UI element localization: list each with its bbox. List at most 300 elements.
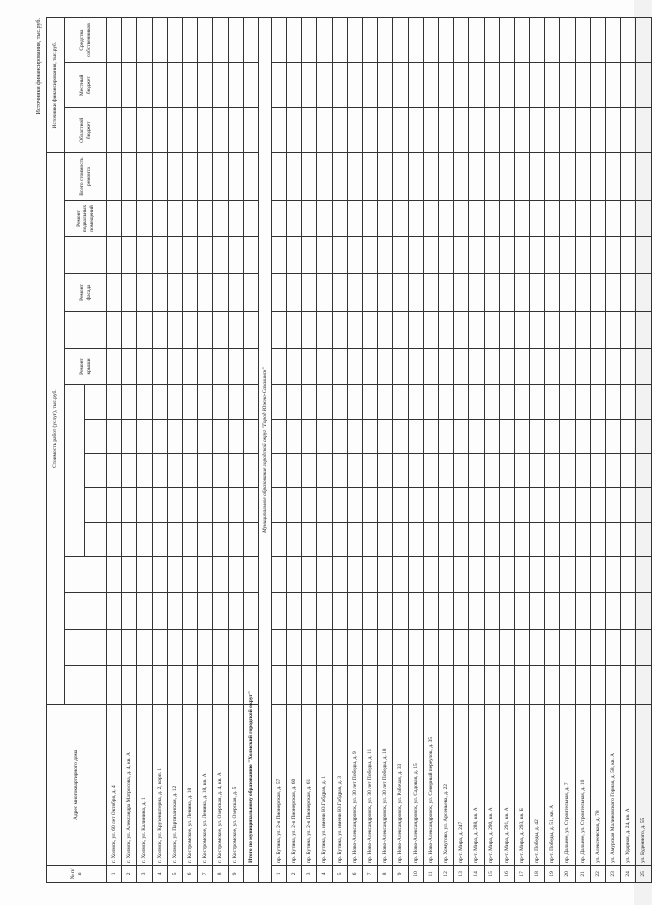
table-cell xyxy=(621,488,636,522)
table-cell xyxy=(606,63,621,108)
row-address: пр. Бутина, ул. 2-я Пионерская, д. 57 xyxy=(271,704,286,865)
table-cell xyxy=(137,556,152,592)
col-c5 xyxy=(65,593,107,629)
table-cell xyxy=(363,385,378,419)
row-address: пр. Бутина, ул. 2-я Пионерская, д. 60 xyxy=(287,704,302,865)
col-e3 xyxy=(85,453,107,487)
table-cell xyxy=(408,108,423,153)
table-cell xyxy=(137,593,152,629)
table-cell xyxy=(182,629,197,665)
table-cell xyxy=(317,237,332,273)
table-cell xyxy=(590,237,605,273)
table-cell xyxy=(484,108,499,153)
table-cell xyxy=(363,453,378,487)
table-cell xyxy=(469,153,484,200)
table-cell xyxy=(454,200,469,236)
table-cell xyxy=(228,593,243,629)
table-cell xyxy=(393,556,408,592)
table-cell xyxy=(621,153,636,200)
row-number: 9 xyxy=(228,865,243,882)
table-cell xyxy=(363,237,378,273)
table-cell xyxy=(122,18,137,63)
table-row xyxy=(152,18,167,883)
table-cell xyxy=(167,63,182,108)
table-cell xyxy=(636,273,651,312)
table-cell xyxy=(228,522,243,556)
table-cell xyxy=(317,200,332,236)
table-cell xyxy=(152,522,167,556)
row-number: 7 xyxy=(363,865,378,882)
table-cell xyxy=(317,419,332,453)
table-cell xyxy=(621,629,636,665)
table-cell xyxy=(182,348,197,384)
row-number: 5 xyxy=(332,865,347,882)
table-cell xyxy=(198,348,213,384)
table-cell xyxy=(213,488,228,522)
table-cell xyxy=(137,488,152,522)
row-number: 16 xyxy=(499,865,514,882)
row-address: пр. Ново-Александровск, ул. Северный переулок, д. 35 xyxy=(423,704,438,865)
table-cell xyxy=(484,522,499,556)
table-cell xyxy=(228,629,243,665)
table-cell xyxy=(213,419,228,453)
table-row xyxy=(167,18,182,883)
table-cell xyxy=(423,522,438,556)
table-cell xyxy=(152,237,167,273)
table-row xyxy=(621,18,636,883)
table-cell xyxy=(213,200,228,236)
table-cell xyxy=(137,273,152,312)
table-cell xyxy=(575,312,590,348)
table-cell xyxy=(590,666,605,705)
table-cell xyxy=(621,556,636,592)
table-cell xyxy=(621,18,636,63)
row-address: пр. Ново-Александровск, ул. Рабочая, д. 33 xyxy=(393,704,408,865)
table-cell xyxy=(167,453,182,487)
table-cell xyxy=(514,453,529,487)
row-address: г. Костромское, ул. Ленина, д. 18, кв. А xyxy=(198,704,213,865)
table-cell xyxy=(469,593,484,629)
table-cell xyxy=(243,153,258,200)
table-cell xyxy=(271,593,286,629)
table-cell xyxy=(271,385,286,419)
col-c6 xyxy=(65,556,107,592)
table-cell xyxy=(363,18,378,63)
table-cell xyxy=(167,312,182,348)
table-cell xyxy=(590,522,605,556)
table-cell xyxy=(636,488,651,522)
table-cell xyxy=(182,593,197,629)
table-cell xyxy=(408,153,423,200)
col-engineering-group xyxy=(65,385,85,557)
row-number: 3 xyxy=(302,865,317,882)
table-cell xyxy=(469,200,484,236)
table-cell xyxy=(152,629,167,665)
table-cell xyxy=(107,488,122,522)
table-cell xyxy=(137,18,152,63)
table-cell xyxy=(167,666,182,705)
table-cell xyxy=(545,556,560,592)
row-number: 7 xyxy=(198,865,213,882)
table-cell xyxy=(332,18,347,63)
table-cell xyxy=(560,419,575,453)
table-cell xyxy=(484,18,499,63)
table-cell xyxy=(636,312,651,348)
table-cell xyxy=(423,593,438,629)
table-cell xyxy=(575,63,590,108)
table-cell xyxy=(198,629,213,665)
table-cell xyxy=(302,593,317,629)
table-row xyxy=(287,18,302,883)
table-cell xyxy=(317,666,332,705)
table-cell xyxy=(167,556,182,592)
row-number: 5 xyxy=(167,865,182,882)
table-cell xyxy=(408,63,423,108)
table-cell xyxy=(317,556,332,592)
table-cell xyxy=(198,522,213,556)
table-cell xyxy=(438,488,453,522)
table-cell xyxy=(575,385,590,419)
table-cell xyxy=(438,200,453,236)
row-number: 21 xyxy=(575,865,590,882)
table-cell xyxy=(228,153,243,200)
table-cell xyxy=(302,348,317,384)
table-cell xyxy=(514,200,529,236)
table-cell xyxy=(606,419,621,453)
table-cell xyxy=(606,593,621,629)
table-cell xyxy=(636,108,651,153)
table-cell xyxy=(152,273,167,312)
table-cell xyxy=(167,237,182,273)
table-row xyxy=(454,18,469,883)
table-cell xyxy=(228,273,243,312)
table-cell xyxy=(271,108,286,153)
table-cell xyxy=(122,666,137,705)
row-address: Итого по муниципальному образованию "Холмский городской округ" xyxy=(243,704,258,865)
table-cell xyxy=(287,273,302,312)
table-cell xyxy=(484,348,499,384)
table-cell xyxy=(122,556,137,592)
col-facade: Ремонт фасада xyxy=(65,273,107,312)
table-cell xyxy=(621,200,636,236)
table-cell xyxy=(499,666,514,705)
table-cell xyxy=(575,18,590,63)
table-cell xyxy=(393,108,408,153)
table-cell xyxy=(302,108,317,153)
table-cell xyxy=(243,453,258,487)
table-cell xyxy=(393,348,408,384)
table-cell xyxy=(378,200,393,236)
table-cell xyxy=(243,488,258,522)
table-cell xyxy=(590,385,605,419)
table-cell xyxy=(137,629,152,665)
table-cell xyxy=(575,629,590,665)
table-cell xyxy=(122,200,137,236)
table-cell xyxy=(454,593,469,629)
table-cell xyxy=(317,629,332,665)
table-cell xyxy=(152,453,167,487)
table-cell xyxy=(152,593,167,629)
table-cell xyxy=(107,419,122,453)
table-cell xyxy=(378,237,393,273)
table-cell xyxy=(122,419,137,453)
table-cell xyxy=(363,488,378,522)
table-cell xyxy=(575,666,590,705)
table-cell xyxy=(152,348,167,384)
table-cell xyxy=(137,312,152,348)
table-cell xyxy=(484,629,499,665)
table-cell xyxy=(621,63,636,108)
table-cell xyxy=(347,666,362,705)
table-cell xyxy=(332,453,347,487)
table-cell xyxy=(423,556,438,592)
table-cell xyxy=(575,556,590,592)
table-cell xyxy=(137,522,152,556)
table-cell xyxy=(107,153,122,200)
table-row xyxy=(636,18,651,883)
table-cell xyxy=(302,200,317,236)
table-cell xyxy=(243,419,258,453)
table-cell xyxy=(363,522,378,556)
table-row xyxy=(408,18,423,883)
table-cell xyxy=(514,237,529,273)
row-address: г. Холмск, ул. Калинина, д. 1 xyxy=(137,704,152,865)
col-c3 xyxy=(65,666,107,705)
table-cell xyxy=(107,237,122,273)
table-cell xyxy=(363,312,378,348)
table-cell xyxy=(287,522,302,556)
row-address: г. Холмск, ул. Партизанская, д. 12 xyxy=(167,704,182,865)
table-cell xyxy=(545,348,560,384)
table-cell xyxy=(243,522,258,556)
table-cell xyxy=(454,453,469,487)
table-cell xyxy=(107,200,122,236)
table-cell xyxy=(287,593,302,629)
table-cell xyxy=(332,666,347,705)
row-address: пр. Ново-Александровск, ул. 30 лет Победы, д. 18 xyxy=(378,704,393,865)
row-number: 19 xyxy=(545,865,560,882)
table-cell xyxy=(347,593,362,629)
table-cell xyxy=(137,237,152,273)
table-cell xyxy=(484,63,499,108)
table-cell xyxy=(378,312,393,348)
row-number: 8 xyxy=(213,865,228,882)
table-cell xyxy=(545,488,560,522)
table-cell xyxy=(213,522,228,556)
table-cell xyxy=(484,556,499,592)
table-cell xyxy=(469,63,484,108)
table-cell xyxy=(347,273,362,312)
table-cell xyxy=(198,237,213,273)
table-cell xyxy=(438,556,453,592)
table-cell xyxy=(499,348,514,384)
row-number: 2 xyxy=(122,865,137,882)
table-cell xyxy=(423,273,438,312)
table-row xyxy=(182,18,197,883)
table-cell xyxy=(213,348,228,384)
table-cell xyxy=(438,348,453,384)
table-cell xyxy=(545,419,560,453)
table-cell xyxy=(499,273,514,312)
table-row xyxy=(514,18,529,883)
funding-table xyxy=(46,17,652,883)
table-cell xyxy=(243,593,258,629)
col-num: № п/п xyxy=(47,865,107,882)
row-address: пр-т. Мира, д. 291, кв. А xyxy=(499,704,514,865)
table-cell xyxy=(530,593,545,629)
table-cell xyxy=(438,237,453,273)
table-cell xyxy=(484,273,499,312)
table-cell xyxy=(514,488,529,522)
table-cell xyxy=(499,629,514,665)
table-row xyxy=(347,18,362,883)
table-cell xyxy=(347,200,362,236)
row-number: 1 xyxy=(271,865,286,882)
table-row xyxy=(423,18,438,883)
table-row xyxy=(332,18,347,883)
row-number: 9 xyxy=(393,865,408,882)
table-cell xyxy=(137,108,152,153)
table-cell xyxy=(378,453,393,487)
table-cell xyxy=(560,237,575,273)
table-cell xyxy=(198,488,213,522)
table-cell xyxy=(347,312,362,348)
table-cell xyxy=(530,556,545,592)
table-cell xyxy=(469,419,484,453)
table-cell xyxy=(530,453,545,487)
table-cell xyxy=(606,237,621,273)
table-cell xyxy=(228,488,243,522)
table-cell xyxy=(590,593,605,629)
table-row xyxy=(606,18,621,883)
table-cell xyxy=(423,312,438,348)
table-cell xyxy=(213,108,228,153)
table-cell xyxy=(484,385,499,419)
table-cell xyxy=(363,419,378,453)
table-cell xyxy=(182,453,197,487)
table-cell xyxy=(317,312,332,348)
table-cell xyxy=(228,385,243,419)
table-cell xyxy=(408,419,423,453)
table-cell xyxy=(621,522,636,556)
table-cell xyxy=(347,153,362,200)
table-cell xyxy=(137,153,152,200)
table-cell xyxy=(530,153,545,200)
table-row xyxy=(213,18,228,883)
table-cell xyxy=(107,18,122,63)
table-cell xyxy=(228,237,243,273)
table-cell xyxy=(530,629,545,665)
table-cell xyxy=(530,63,545,108)
table-cell xyxy=(271,348,286,384)
table-body xyxy=(107,18,652,883)
table-cell xyxy=(393,63,408,108)
table-cell xyxy=(378,63,393,108)
table-cell xyxy=(530,348,545,384)
table-cell xyxy=(122,593,137,629)
table-cell xyxy=(302,237,317,273)
table-cell xyxy=(332,312,347,348)
table-cell xyxy=(408,556,423,592)
table-cell xyxy=(423,419,438,453)
table-cell xyxy=(287,348,302,384)
table-cell xyxy=(636,237,651,273)
table-cell xyxy=(454,385,469,419)
table-cell xyxy=(198,419,213,453)
row-number: 23 xyxy=(606,865,621,882)
table-cell xyxy=(167,348,182,384)
table-cell xyxy=(182,63,197,108)
table-cell xyxy=(621,312,636,348)
table-cell xyxy=(514,273,529,312)
table-cell xyxy=(575,108,590,153)
table-cell xyxy=(454,312,469,348)
table-cell xyxy=(560,273,575,312)
table-cell xyxy=(228,666,243,705)
table-cell xyxy=(317,153,332,200)
row-address: ул. Алексеевская, д. 78 xyxy=(590,704,605,865)
table-cell xyxy=(393,629,408,665)
table-cell xyxy=(317,18,332,63)
table-cell xyxy=(107,666,122,705)
table-cell xyxy=(575,200,590,236)
table-cell xyxy=(243,312,258,348)
table-cell xyxy=(423,385,438,419)
table-cell xyxy=(621,237,636,273)
table-cell xyxy=(228,63,243,108)
table-cell xyxy=(590,200,605,236)
col-regional: Областной бюджет xyxy=(65,108,107,153)
table-cell xyxy=(363,63,378,108)
row-number: 13 xyxy=(454,865,469,882)
table-cell xyxy=(137,666,152,705)
row-number: 6 xyxy=(347,865,362,882)
table-cell xyxy=(530,18,545,63)
col-address: Адрес многоквартирного дома xyxy=(47,704,107,865)
table-cell xyxy=(408,237,423,273)
table-cell xyxy=(213,18,228,63)
table-cell xyxy=(363,666,378,705)
table-cell xyxy=(213,237,228,273)
table-cell xyxy=(438,666,453,705)
table-cell xyxy=(454,237,469,273)
table-cell xyxy=(198,312,213,348)
table-cell xyxy=(213,556,228,592)
table-cell xyxy=(287,453,302,487)
table-cell xyxy=(228,453,243,487)
table-row xyxy=(545,18,560,883)
table-cell xyxy=(152,153,167,200)
table-cell xyxy=(621,453,636,487)
table-cell xyxy=(590,312,605,348)
table-cell xyxy=(514,593,529,629)
table-cell xyxy=(198,108,213,153)
table-cell xyxy=(122,63,137,108)
table-cell xyxy=(545,629,560,665)
table-cell xyxy=(514,18,529,63)
table-cell xyxy=(408,312,423,348)
table-cell xyxy=(347,348,362,384)
table-cell xyxy=(243,108,258,153)
table-cell xyxy=(423,348,438,384)
table-cell xyxy=(363,200,378,236)
table-cell xyxy=(530,312,545,348)
table-cell xyxy=(107,593,122,629)
table-cell xyxy=(167,385,182,419)
table-cell xyxy=(530,237,545,273)
table-row xyxy=(137,18,152,883)
table-row xyxy=(363,18,378,883)
